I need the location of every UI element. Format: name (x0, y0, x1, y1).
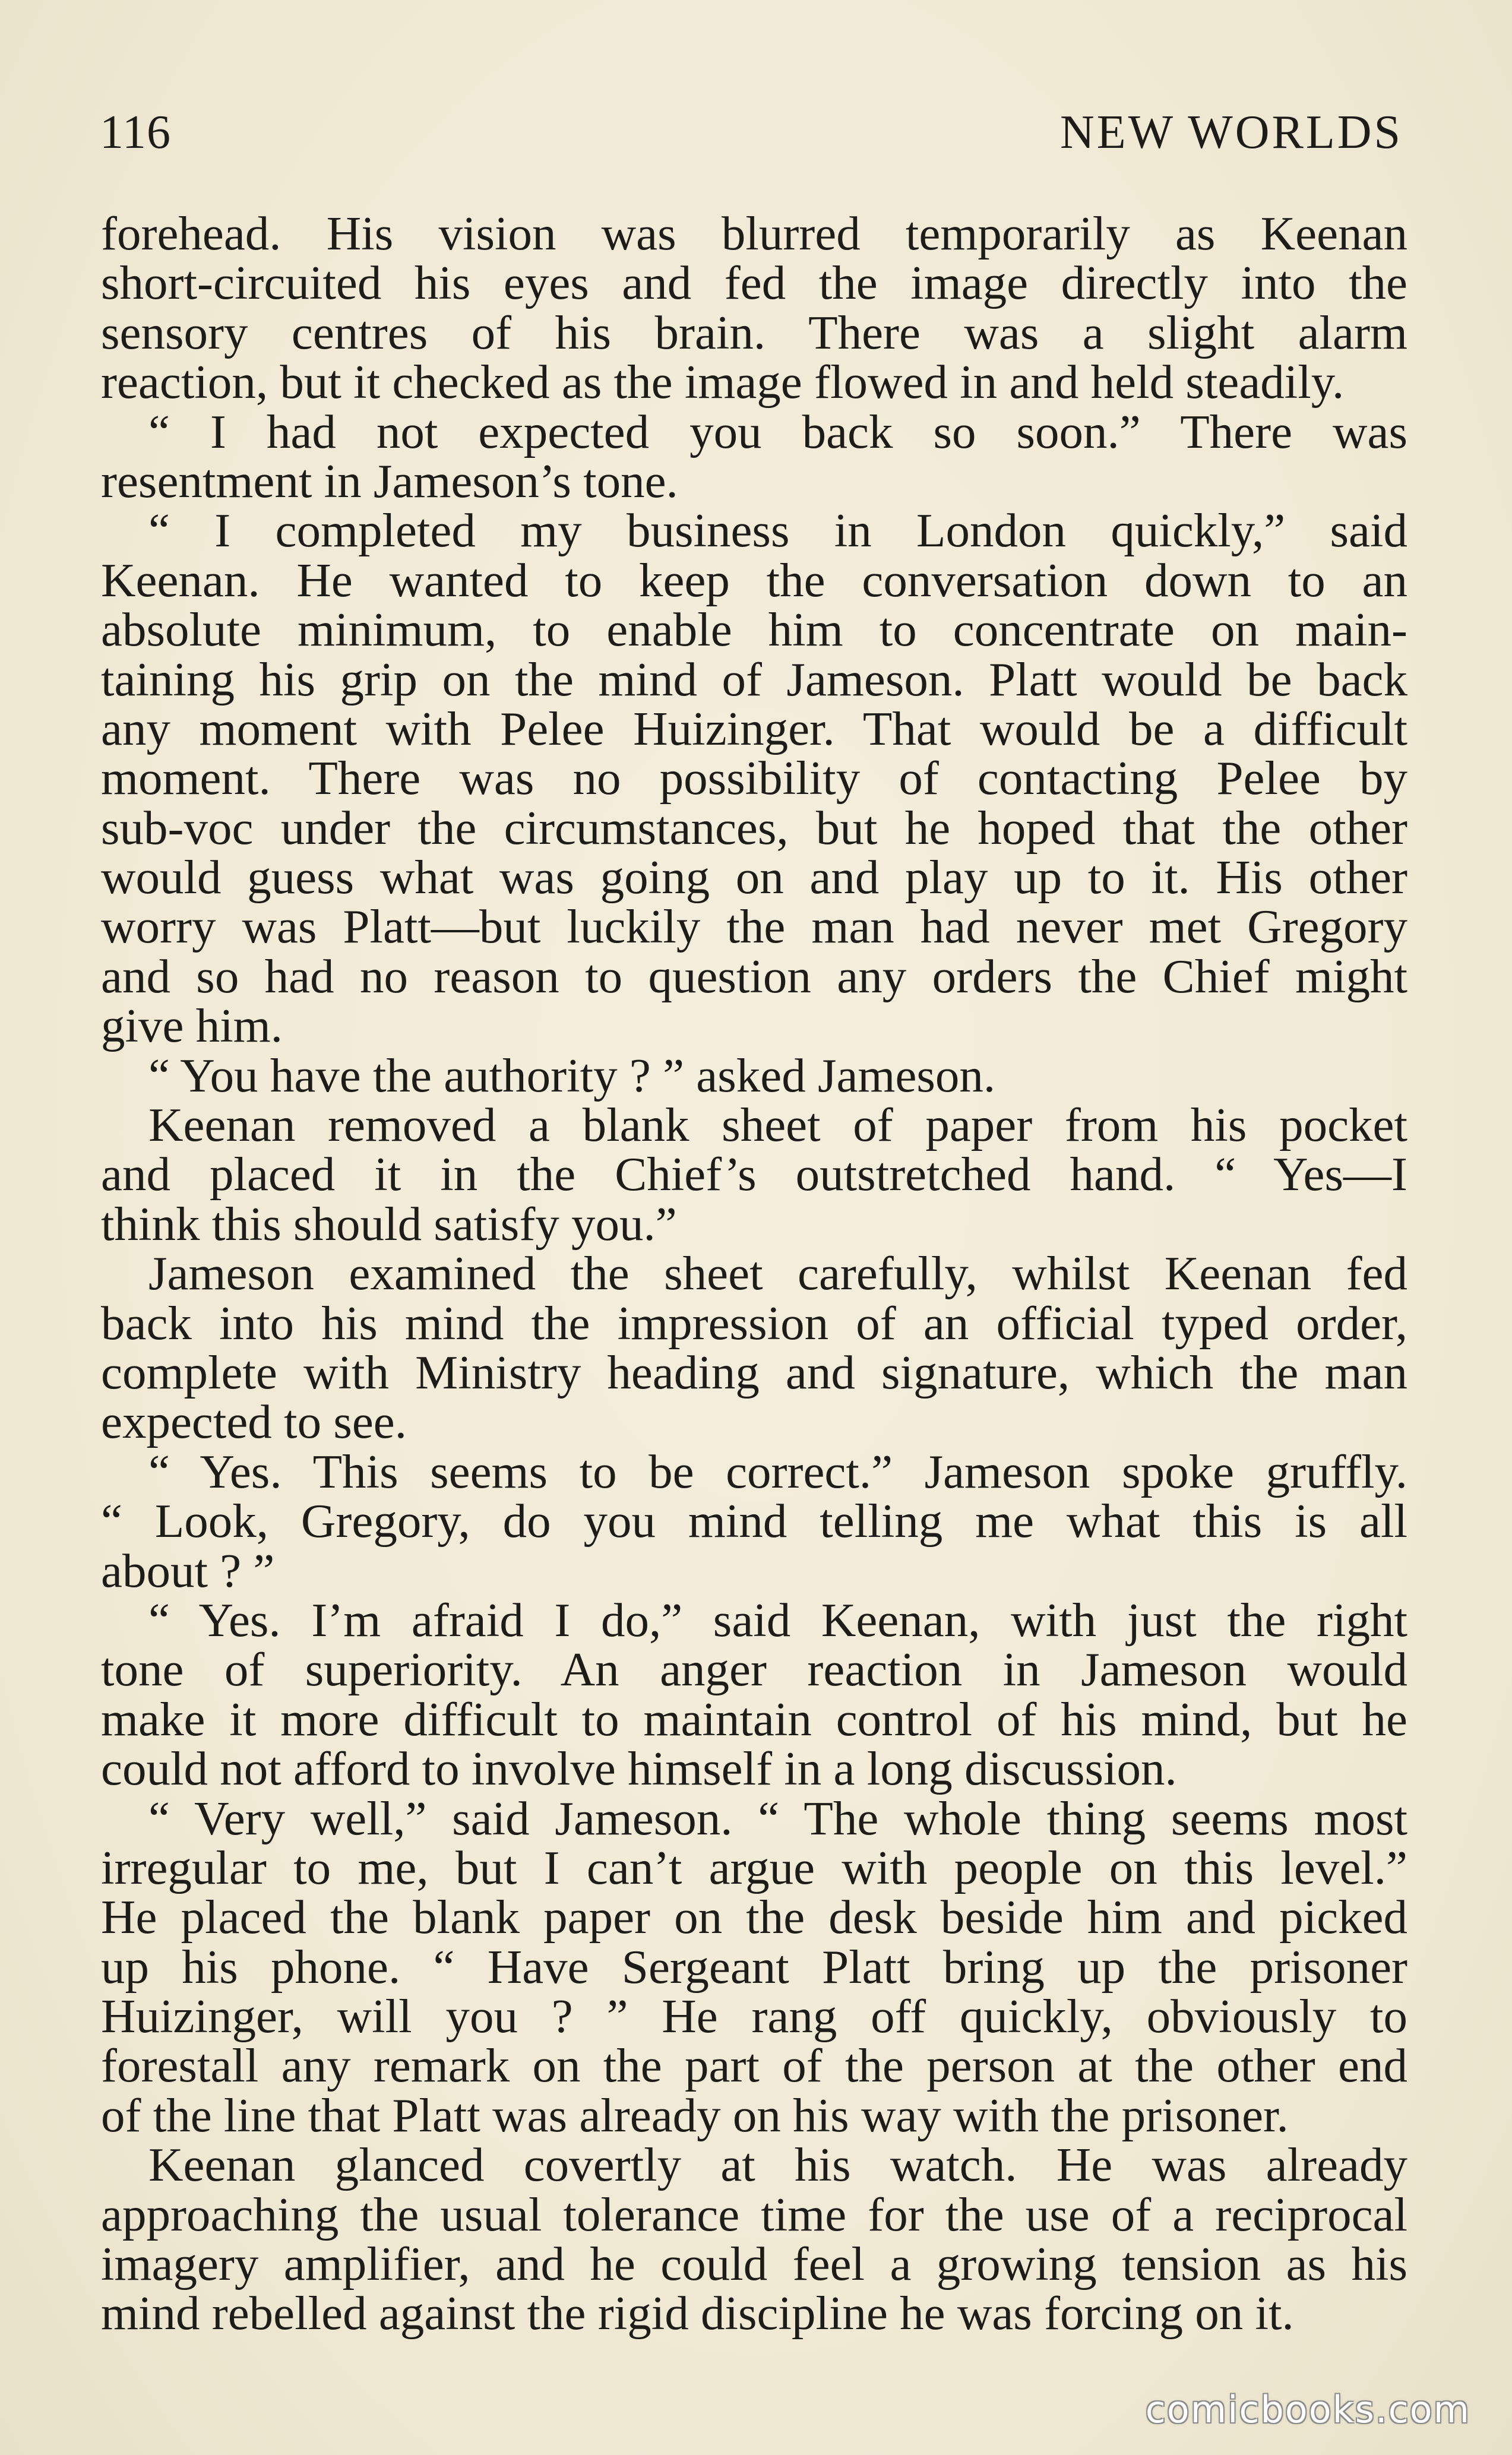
paragraph (101, 2140, 1407, 2339)
text-line: worry was Platt—but luckily the man had never met Gregory (101, 900, 1407, 954)
text-line: Keenan glanced covertly at his watch. He was already (148, 2138, 1407, 2192)
text-line: “ Yes. This seems to be correct.” Jameson spoke gruffly. (148, 1444, 1407, 1498)
text-line: mind rebelled against the rigid discipline he was forcing on it. (101, 2286, 1294, 2340)
page-header (100, 106, 1403, 171)
text-line: He placed the blank paper on the desk beside him and picked (101, 1890, 1407, 1944)
text-line: sub-voc under the circumstances, but he hoped that the other (101, 801, 1407, 855)
text-line: give him. (101, 999, 283, 1053)
text-line: “ You have the authority ? ” asked Jameson. (148, 1048, 996, 1102)
text-line: “ Very well,” said Jameson. “ The whole thing seems most (148, 1791, 1407, 1845)
paragraph (101, 506, 1407, 1051)
text-line: of the line that Platt was already on his way with the prisoner. (101, 2088, 1289, 2142)
text-line: tone of superiority. An anger reaction in Jameson would (101, 1643, 1407, 1697)
text-line: think this should satisfy you.” (101, 1197, 677, 1251)
watermark: comicbooks.com (1145, 2388, 1470, 2431)
page-number: 116 (100, 106, 172, 159)
text-line: moment. There was no possibility of contacting Pelee by (101, 751, 1407, 805)
text-line: short-circuited his eyes and fed the image directly into the (101, 256, 1407, 310)
text-line: “ Yes. I’m afraid I do,” said Keenan, with just the right (148, 1593, 1407, 1647)
text-line: resentment in Jameson’s tone. (101, 454, 678, 508)
text-line: Huizinger, will you ? ” He rang off quickly, obviously to (101, 1989, 1407, 2043)
text-line: “ I completed my business in London quickly,” said (148, 504, 1407, 558)
text-line: Jameson examined the sheet carefully, whilst Keenan fed (148, 1247, 1407, 1301)
text-line: could not afford to involve himself in a long discussion. (101, 1742, 1177, 1796)
text-line: taining his grip on the mind of Jameson. Platt would be back (101, 652, 1407, 706)
text-line: forehead. His vision was blurred temporarily as Keenan (101, 207, 1407, 260)
text-line: Keenan removed a blank sheet of paper from his pocket (148, 1098, 1407, 1152)
text-line: expected to see. (101, 1395, 407, 1449)
paragraph (101, 404, 1407, 508)
paragraph (101, 1249, 1407, 1447)
text-line: sensory centres of his brain. There was a slight alarm (101, 305, 1407, 359)
text-line: make it more difficult to maintain control of his mind, but he (101, 1692, 1407, 1746)
text-line: up his phone. “ Have Sergeant Platt bring up the prisoner (101, 1940, 1407, 1994)
text-line: “ I had not expected you back so soon.” There was (148, 404, 1407, 458)
paragraph (101, 209, 1407, 407)
paragraph (101, 1791, 1407, 2142)
text-line: back into his mind the impression of an official typed order, (101, 1296, 1407, 1350)
paragraph (101, 1593, 1407, 1796)
text-line: about ? ” (101, 1543, 275, 1597)
text-line: “ Look, Gregory, do you mind telling me what this is all (101, 1494, 1407, 1548)
text-line: and so had no reason to question any orders the Chief might (101, 949, 1407, 1003)
text-line: and placed it in the Chief’s outstretched hand. “ Yes—I (101, 1147, 1407, 1201)
paragraph (101, 1048, 1407, 1102)
text-line: absolute minimum, to enable him to concentrate on main- (101, 603, 1407, 657)
running-title: NEW WORLDS (1059, 106, 1403, 159)
paragraph (101, 1444, 1407, 1597)
text-line: would guess what was going on and play up to it. His other (101, 850, 1407, 904)
body-text (101, 209, 1407, 2339)
paragraph (101, 1100, 1407, 1249)
text-line: complete with Ministry heading and signature, which the man (101, 1345, 1407, 1399)
text-line: Keenan. He wanted to keep the conversation down to an (101, 553, 1407, 607)
text-line: forestall any remark on the part of the person at the other end (101, 2039, 1407, 2093)
text-line: reaction, but it checked as the image flowed in and held steadily. (101, 355, 1345, 409)
text-line: imagery amplifier, and he could feel a growing tension as his (101, 2237, 1407, 2291)
text-line: irregular to me, but I can’t argue with people on this level.” (101, 1840, 1407, 1894)
text-line: any moment with Pelee Huizinger. That would be a difficult (101, 701, 1407, 755)
text-line: approaching the usual tolerance time for the use of a reciprocal (101, 2187, 1407, 2241)
